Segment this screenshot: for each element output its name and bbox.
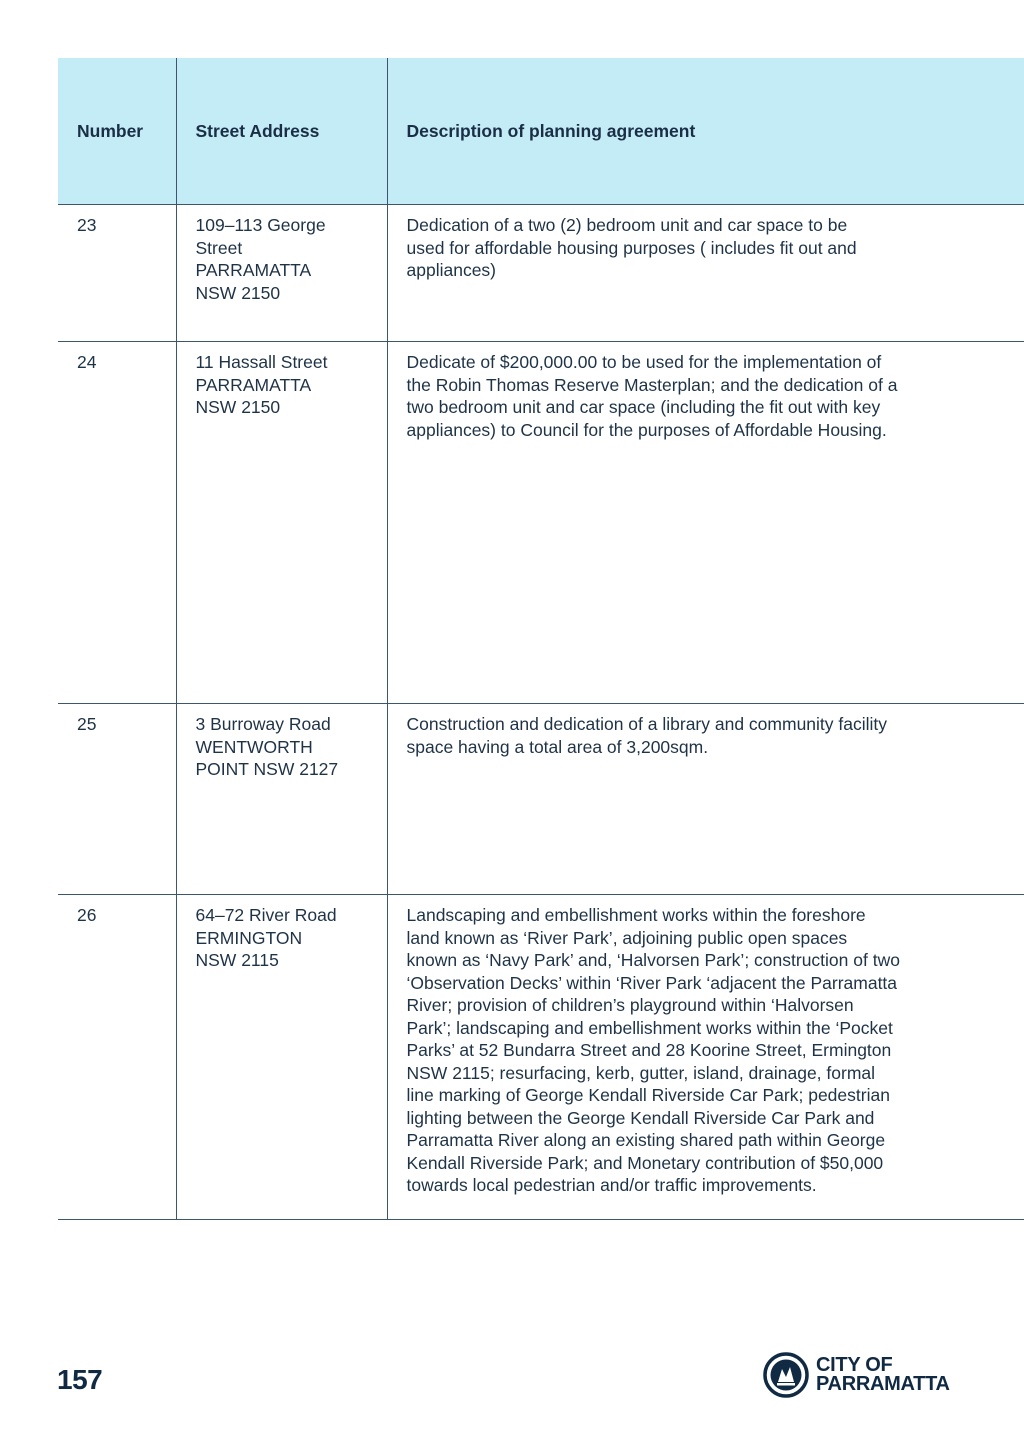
logo-line1: CITY OF — [816, 1354, 893, 1376]
address-line: NSW 2150 — [195, 282, 281, 303]
city-of-parramatta-crest-icon — [763, 1352, 809, 1398]
row-address — [176, 895, 387, 1220]
description-line: NSW 2115; resurfacing, kerb, gutter, island, drainage, formal — [406, 1062, 876, 1083]
address-line: 64–72 River Road — [195, 905, 337, 925]
description-line: Dedication of a two (2) bedroom unit and car space to be — [406, 215, 848, 235]
description-line: the Robin Thomas Reserve Masterplan; and the dedication of a — [406, 374, 898, 395]
row-description — [387, 895, 1024, 1220]
planning-agreements-table — [58, 58, 1024, 1220]
description-line: Parks’ at 52 Bundarra Street and 28 Koorine Street, Ermington — [406, 1040, 892, 1060]
description-line: River; provision of children’s playground within ‘Halvorsen — [406, 995, 854, 1015]
column-header-number: Number — [58, 58, 176, 205]
row-number: 23 — [58, 205, 176, 342]
logo-wordmark — [816, 1356, 950, 1394]
row-number: 25 — [58, 704, 176, 895]
table-header-row — [58, 58, 1024, 205]
description-line: used for affordable housing purposes ( includes fit out and — [406, 237, 857, 258]
table-row — [58, 704, 1024, 895]
address-line: NSW 2150 — [195, 397, 281, 417]
description-line: Construction and dedication of a library and community facility — [406, 714, 888, 734]
address-line: ERMINGTON — [195, 927, 303, 948]
address-line: NSW 2115 — [195, 950, 279, 970]
description-line: two bedroom unit and car space (including the fit out with key — [406, 397, 881, 417]
description-line: towards local pedestrian and/or traffic improvements. — [406, 1175, 817, 1195]
description-line: land known as ‘River Park’, adjoining public open spaces — [406, 927, 848, 948]
description-line: Landscaping and embellishment works within the foreshore — [406, 905, 866, 925]
address-line: POINT NSW 2127 — [195, 759, 339, 779]
row-number: 26 — [58, 895, 176, 1220]
column-header-street-address: Street Address — [176, 58, 387, 205]
description-line: Dedicate of $200,000.00 to be used for the implementation of — [406, 352, 882, 372]
column-header-description: Description of planning agreement — [387, 58, 1024, 205]
description-line: space having a total area of 3,200sqm. — [406, 736, 709, 757]
logo-line2: PARRAMATTA — [816, 1373, 950, 1395]
table-row — [58, 895, 1024, 1220]
description-line: Park’; landscaping and embellishment works within the ‘Pocket — [406, 1017, 893, 1038]
description-line: appliances) — [406, 260, 496, 280]
row-description — [387, 342, 1024, 704]
city-of-parramatta-logo — [763, 1351, 950, 1399]
row-address — [176, 704, 387, 895]
description-line: appliances) to Council for the purposes of Affordable Housing. — [406, 419, 887, 440]
description-line: Kendall Riverside Park; and Monetary contribution of $50,000 — [406, 1152, 884, 1173]
row-address — [176, 205, 387, 342]
address-line: 3 Burroway Road — [195, 714, 331, 734]
description-line: known as ‘Navy Park’ and, ‘Halvorsen Park’; construction of two — [406, 950, 900, 970]
row-description — [387, 205, 1024, 342]
table-row — [58, 205, 1024, 342]
address-line: WENTWORTH — [195, 736, 313, 757]
page-number: 157 — [57, 1364, 103, 1395]
table-row — [58, 342, 1024, 704]
row-description — [387, 704, 1024, 895]
address-line: PARRAMATTA — [195, 260, 312, 280]
address-line: 109–113 George — [195, 215, 326, 235]
description-line: line marking of George Kendall Riverside Car Park; pedestrian — [406, 1085, 890, 1105]
address-line: 11 Hassall Street — [195, 352, 328, 372]
description-line: ‘Observation Decks’ within ‘River Park ‘adjacent the Parramatta — [406, 972, 898, 993]
description-line: lighting between the George Kendall Riverside Car Park and — [406, 1107, 875, 1128]
row-address — [176, 342, 387, 704]
description-line: Parramatta River along an existing shared path within George — [406, 1130, 886, 1150]
address-line: Street — [195, 237, 243, 258]
row-number: 24 — [58, 342, 176, 704]
address-line: PARRAMATTA — [195, 374, 312, 395]
